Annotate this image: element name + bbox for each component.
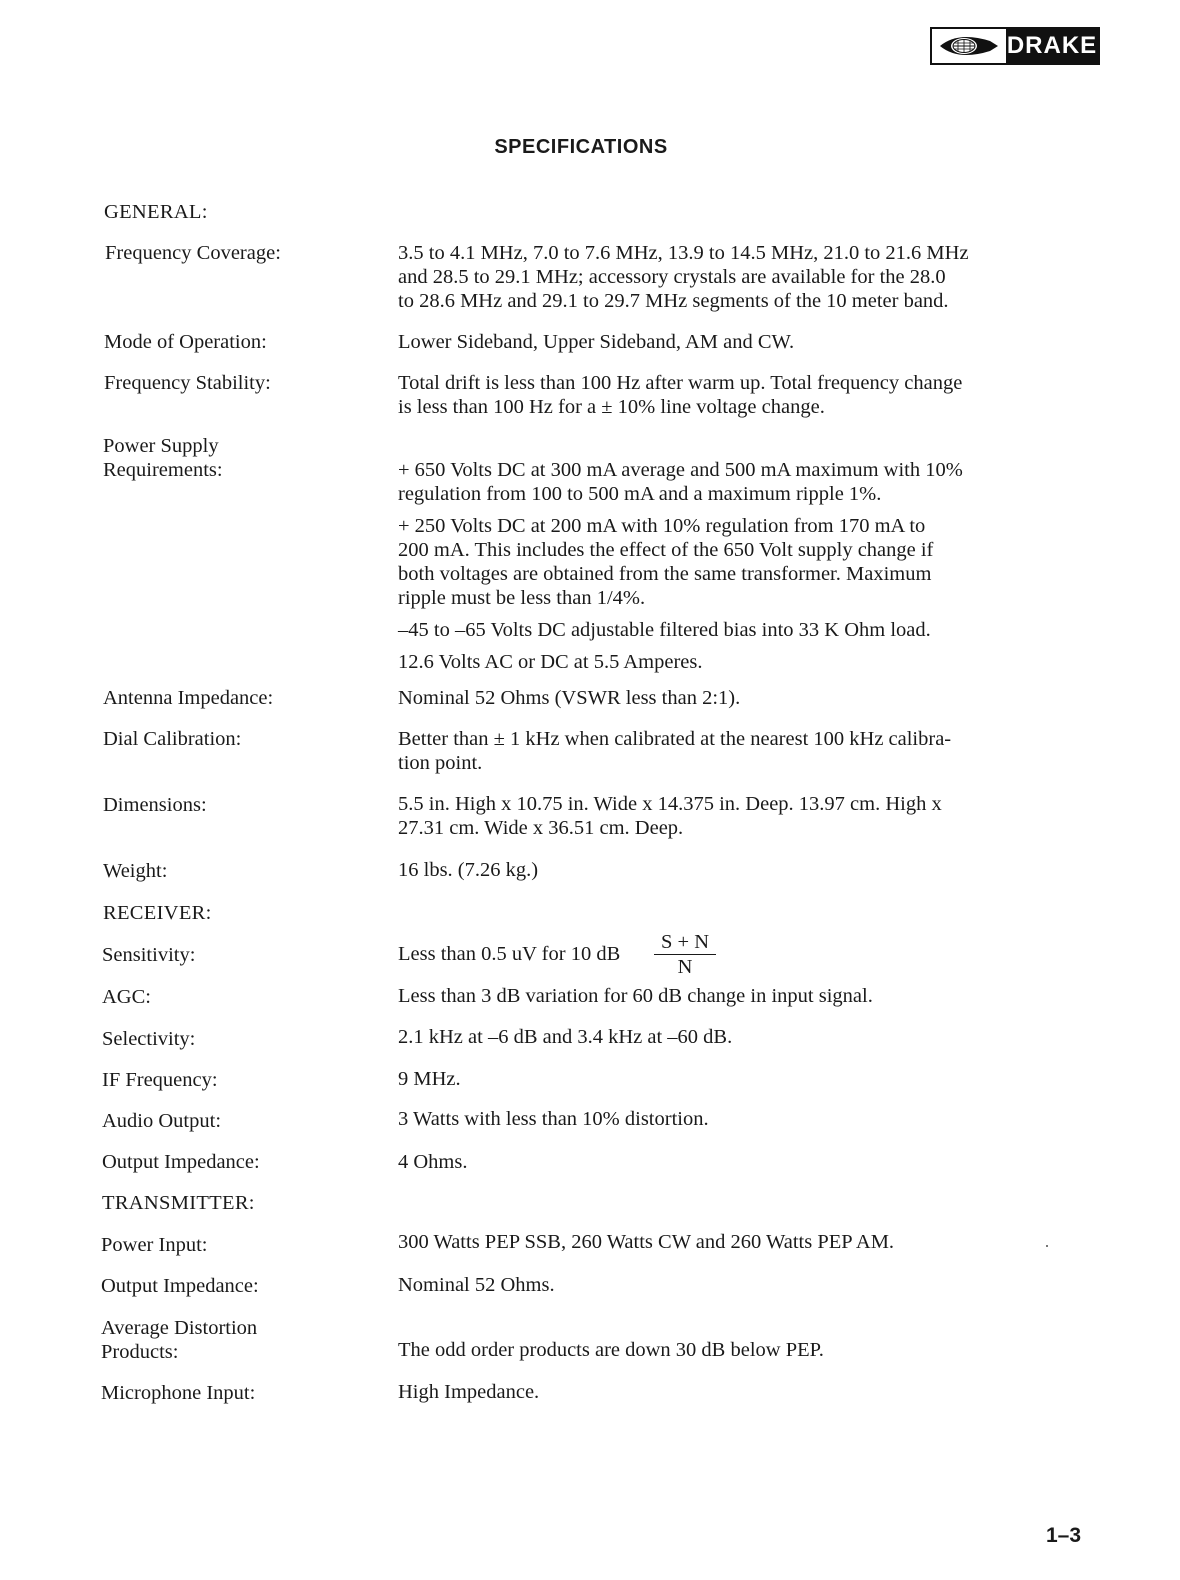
frequency-coverage-line: 3.5 to 4.1 MHz, 7.0 to 7.6 MHz, 13.9 to 14.5 MHz, 21.0 to 21.6 MHz [398, 242, 969, 264]
frequency-coverage-value [398, 241, 1046, 313]
fraction-denominator: N [677, 956, 693, 978]
power-supply-bias: –45 to –65 Volts DC adjustable filtered bias into 33 K Ohm load. [398, 619, 931, 641]
sensitivity-label: Sensitivity: [102, 944, 196, 966]
distortion-label-line: Products: [101, 1341, 179, 1363]
power-supply-250v [398, 514, 1046, 610]
dial-line: Better than ± 1 kHz when calibrated at the nearest 100 kHz calibra- [398, 728, 952, 750]
dimensions-line: 27.31 cm. Wide x 36.51 cm. Deep. [398, 817, 684, 839]
power-supply-line: regulation from 100 to 500 mA and a maximum ripple 1%. [398, 483, 882, 505]
drake-logo [930, 27, 1100, 65]
rx-output-impedance-label: Output Impedance: [102, 1151, 260, 1173]
power-supply-line: both voltages are obtained from the same transformer. Maximum [398, 563, 932, 585]
frequency-coverage-line: and 28.5 to 29.1 MHz; accessory crystals are available for the 28.0 [398, 266, 946, 288]
dimensions-value [398, 792, 1046, 840]
dimensions-label: Dimensions: [103, 794, 207, 816]
selectivity-label: Selectivity: [102, 1028, 196, 1050]
tx-output-impedance-value: Nominal 52 Ohms. [398, 1274, 555, 1296]
globe-emblem-icon [932, 29, 1006, 63]
dial-label: Dial Calibration: [103, 728, 242, 750]
receiver-heading: RECEIVER: [103, 902, 212, 924]
frequency-coverage-label: Frequency Coverage: [105, 242, 281, 264]
distortion-value: The odd order products are down 30 dB below PEP. [398, 1339, 824, 1361]
power-supply-line: 200 mA. This includes the effect of the 650 Volt supply change if [398, 539, 934, 561]
audio-output-value: 3 Watts with less than 10% distortion. [398, 1108, 709, 1130]
mode-value: Lower Sideband, Upper Sideband, AM and CW. [398, 331, 795, 353]
dial-line: tion point. [398, 752, 483, 774]
distortion-label [101, 1316, 361, 1364]
power-input-value: 300 Watts PEP SSB, 260 Watts CW and 260 Watts PEP AM. [398, 1231, 895, 1253]
page-title: SPECIFICATIONS [494, 136, 668, 158]
power-supply-line: + 250 Volts DC at 200 mA with 10% regulation from 170 mA to [398, 515, 926, 537]
stability-value [398, 371, 1046, 419]
power-supply-line: ripple must be less than 1/4%. [398, 587, 646, 609]
power-supply-line: + 650 Volts DC at 300 mA average and 500 mA maximum with 10% [398, 459, 963, 481]
power-supply-label-line: Requirements: [103, 459, 223, 481]
stability-label: Frequency Stability: [104, 372, 271, 394]
weight-value: 16 lbs. (7.26 kg.) [398, 859, 539, 881]
weight-label: Weight: [103, 860, 168, 882]
page-number: 1–3 [1046, 1524, 1082, 1547]
power-supply-label [103, 434, 363, 482]
sensitivity-value: Less than 0.5 uV for 10 dB [398, 943, 621, 965]
power-input-label: Power Input: [101, 1234, 208, 1256]
microphone-value: High Impedance. [398, 1381, 540, 1403]
rx-output-impedance-value: 4 Ohms. [398, 1151, 468, 1173]
dial-value [398, 727, 1046, 775]
logo-wordmark: DRAKE [1006, 29, 1098, 63]
signal-noise-fraction [654, 930, 716, 979]
general-heading: GENERAL: [104, 201, 208, 223]
power-supply-650v [398, 458, 1046, 506]
if-frequency-label: IF Frequency: [102, 1069, 218, 1091]
scan-speck [1046, 1245, 1048, 1247]
antenna-label: Antenna Impedance: [103, 687, 274, 709]
antenna-value: Nominal 52 Ohms (VSWR less than 2:1). [398, 687, 741, 709]
distortion-label-line: Average Distortion [101, 1317, 258, 1339]
audio-output-label: Audio Output: [102, 1110, 222, 1132]
microphone-label: Microphone Input: [101, 1382, 256, 1404]
frequency-coverage-line: to 28.6 MHz and 29.1 to 29.7 MHz segments of the 10 meter band. [398, 290, 949, 312]
power-supply-label-line: Power Supply [103, 435, 219, 457]
agc-value: Less than 3 dB variation for 60 dB change in input signal. [398, 985, 873, 1007]
agc-label: AGC: [102, 986, 151, 1008]
mode-label: Mode of Operation: [104, 331, 267, 353]
fraction-numerator: S + N [654, 930, 716, 955]
tx-output-impedance-label: Output Impedance: [101, 1275, 259, 1297]
power-supply-filament: 12.6 Volts AC or DC at 5.5 Amperes. [398, 651, 703, 673]
selectivity-value: 2.1 kHz at –6 dB and 3.4 kHz at –60 dB. [398, 1026, 733, 1048]
if-frequency-value: 9 MHz. [398, 1068, 461, 1090]
transmitter-heading: TRANSMITTER: [102, 1192, 255, 1214]
stability-line: is less than 100 Hz for a ± 10% line voltage change. [398, 396, 825, 418]
dimensions-line: 5.5 in. High x 10.75 in. Wide x 14.375 in. Deep. 13.97 cm. High x [398, 793, 942, 815]
stability-line: Total drift is less than 100 Hz after warm up. Total frequency change [398, 372, 963, 394]
